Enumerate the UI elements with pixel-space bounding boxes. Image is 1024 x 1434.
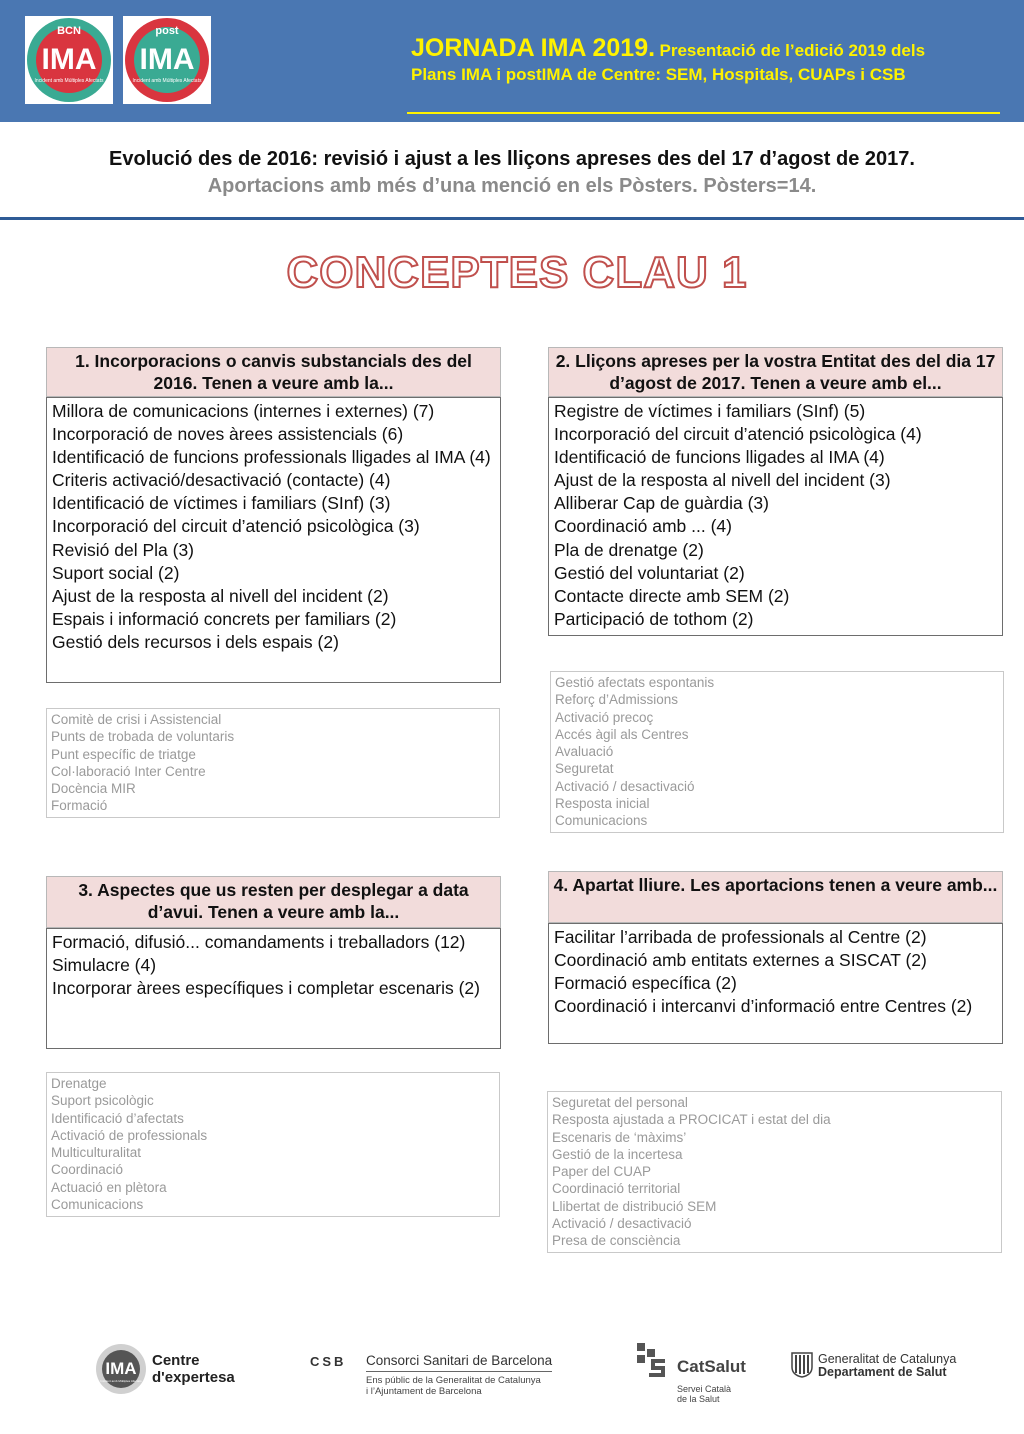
section-4-heading: 4. Apartat lliure. Les aportacions tenen a veure amb... xyxy=(548,871,1003,923)
minor-item: Activació / desactivació xyxy=(552,1216,692,1232)
catsalut-sub-2: de la Salut xyxy=(677,1394,720,1404)
bcn-ima-logo xyxy=(25,16,113,104)
minor-item: Seguretat xyxy=(555,761,614,777)
section-4-list xyxy=(548,923,1003,1044)
minor-item: Formació xyxy=(51,798,108,814)
list-item: Suport social (2) xyxy=(52,562,180,583)
section-1-minor-list xyxy=(46,708,500,818)
ima-centre-expertesa-logo xyxy=(95,1343,255,1395)
minor-item: Punts de trobada de voluntaris xyxy=(51,729,235,745)
list-item: Espais i informació concrets per familiars (2) xyxy=(52,608,397,629)
minor-item: Presa de consciència xyxy=(552,1233,681,1249)
list-item: Revisió del Pla (3) xyxy=(52,539,194,560)
minor-item: Multiculturalitat xyxy=(51,1145,142,1161)
minor-item: Coordinació territorial xyxy=(552,1181,681,1197)
bcn-ima-logo-top: BCN xyxy=(57,25,81,37)
header-title-line2: Plans IMA i postIMA de Centre: SEM, Hospitals, CUAPs i CSB xyxy=(411,65,906,84)
list-item: Gestió del voluntariat (2) xyxy=(554,562,745,583)
catsalut-logo xyxy=(637,1343,767,1405)
catsalut-name: CatSalut xyxy=(677,1357,746,1376)
list-item: Incorporar àrees específiques i completar escenaris (2) xyxy=(52,978,480,999)
section-2-heading: 2. Lliçons apreses per la vostra Entitat des del dia 17 d’agost de 2017. Tenen a veure amb el... xyxy=(548,347,1003,397)
list-item: Gestió dels recursos i dels espais (2) xyxy=(52,631,339,652)
section-1-list xyxy=(46,397,501,683)
minor-item: Punt específic de triatge xyxy=(51,746,196,762)
page-title: CONCEPTES CLAU 1 xyxy=(286,248,748,297)
intro-line-1: Evolució des de 2016: revisió i ajust a les lliçons apreses des del 17 d’agost de 2017. xyxy=(109,148,915,170)
minor-item: Comunicacions xyxy=(555,813,648,829)
post-ima-logo-top: post xyxy=(155,25,179,37)
minor-item: Accés àgil als Centres xyxy=(555,726,689,742)
minor-item: Llibertat de distribució SEM xyxy=(552,1198,717,1214)
header-title-small: Presentació de l’edició 2019 dels xyxy=(659,41,926,60)
minor-item: Coordinació xyxy=(51,1162,124,1178)
ima-footer-line2: d'expertesa xyxy=(152,1369,235,1386)
minor-item: Paper del CUAP xyxy=(552,1164,652,1180)
list-item: Formació específica (2) xyxy=(554,973,737,994)
list-item: Coordinació amb ... (4) xyxy=(554,516,732,537)
list-item: Identificació de funcions lligades al IMA (4) xyxy=(554,447,885,468)
post-ima-logo-sub: Incident amb Múltiples Afectats xyxy=(132,78,202,84)
list-item: Coordinació i intercanvi d’informació entre Centres (2) xyxy=(554,996,973,1017)
minor-item: Drenatge xyxy=(51,1076,107,1091)
minor-item: Resposta ajustada a PROCICAT i estat del dia xyxy=(552,1112,831,1128)
header-divider xyxy=(407,112,1000,114)
section-3-list xyxy=(46,928,501,1049)
generalitat-logo xyxy=(791,1352,971,1382)
list-item: Coordinació amb entitats externes a SISCAT (2) xyxy=(554,950,927,971)
csb-abbr: CSB xyxy=(310,1354,347,1369)
list-item: Simulacre (4) xyxy=(52,955,157,976)
list-item: Millora de comunicacions (internes i externes) (7) xyxy=(52,401,435,421)
minor-item: Suport psicològic xyxy=(51,1093,154,1109)
list-item: Registre de víctimes i familiars (SInf) (5) xyxy=(554,401,866,421)
header-bar xyxy=(0,0,1024,122)
list-item: Alliberar Cap de guàrdia (3) xyxy=(554,493,769,514)
minor-item: Escenaris de ‘màxims’ xyxy=(552,1129,687,1145)
list-item: Incorporació del circuit d’atenció psicològica (3) xyxy=(52,516,420,537)
section-2-minor-list xyxy=(550,671,1004,833)
section-3-minor-list xyxy=(46,1072,500,1217)
list-item: Participació de tothom (2) xyxy=(554,608,754,629)
intro-text xyxy=(0,148,1024,198)
list-item: Ajust de la resposta al nivell del incident (2) xyxy=(52,585,389,606)
list-item: Incorporació de noves àrees assistencials (6) xyxy=(52,424,404,445)
list-item: Contacte directe amb SEM (2) xyxy=(554,585,790,606)
minor-item: Comunicacions xyxy=(51,1197,144,1213)
minor-item: Reforç d’Admissions xyxy=(555,692,679,708)
generalitat-shield-icon xyxy=(791,1352,813,1378)
minor-item: Gestió de la incertesa xyxy=(552,1146,683,1162)
header-title xyxy=(411,34,1011,85)
ima-footer-logo-sub: Incident amb Múltiples Afectats xyxy=(100,1379,142,1383)
minor-item: Activació precoç xyxy=(555,709,654,725)
ima-footer-line1: Centre xyxy=(152,1352,200,1369)
list-item: Identificació de víctimes i familiars (SInf) (3) xyxy=(52,493,391,514)
list-item: Criteris activació/desactivació (contacte) (4) xyxy=(52,470,391,491)
minor-item: Activació / desactivació xyxy=(555,778,695,794)
minor-item: Actuació en plètora xyxy=(51,1179,167,1195)
csb-sub-2: i l’Ajuntament de Barcelona xyxy=(366,1386,482,1397)
list-item: Pla de drenatge (2) xyxy=(554,539,704,560)
minor-item: Resposta inicial xyxy=(555,796,650,812)
post-ima-logo xyxy=(123,16,211,104)
csb-name: Consorci Sanitari de Barcelona xyxy=(366,1353,553,1368)
minor-item: Avaluació xyxy=(555,744,614,760)
csb-divider xyxy=(366,1371,552,1372)
csb-logo xyxy=(310,1352,560,1400)
bcn-ima-logo-main: IMA xyxy=(41,43,97,76)
minor-item: Activació de professionals xyxy=(51,1127,208,1143)
section-3-heading: 3. Aspectes que us resten per desplegar a data d’avui. Tenen a veure amb la... xyxy=(46,876,501,928)
csb-sub-1: Ens públic de la Generalitat de Catalunya xyxy=(366,1375,541,1386)
section-4-minor-list xyxy=(547,1091,1002,1253)
list-item: Formació, difusió... comandaments i treballadors (12) xyxy=(52,932,466,952)
minor-item: Seguretat del personal xyxy=(552,1095,688,1110)
generalitat-line1: Generalitat de Catalunya xyxy=(818,1352,957,1366)
catsalut-sub-1: Servei Català xyxy=(677,1384,732,1394)
minor-item: Identificació d’afectats xyxy=(51,1110,184,1126)
section-2-list xyxy=(548,397,1003,636)
list-item: Ajust de la resposta al nivell del incident (3) xyxy=(554,470,891,491)
bcn-ima-logo-sub: Incident amb Múltiples Afectats xyxy=(34,78,104,84)
header-title-big: JORNADA IMA 2019. xyxy=(411,34,656,62)
catsalut-mark-icon xyxy=(637,1343,669,1379)
minor-item: Comitè de crisi i Assistencial xyxy=(51,712,222,727)
post-ima-logo-main: IMA xyxy=(139,43,195,76)
intro-divider xyxy=(0,217,1024,220)
list-item: Incorporació del circuit d’atenció psicològica (4) xyxy=(554,424,922,445)
generalitat-line2: Departament de Salut xyxy=(818,1365,947,1379)
intro-line-2: Aportacions amb més d’una menció en els Pòsters. Pòsters=14. xyxy=(207,175,817,197)
list-item: Identificació de funcions professionals lligades al IMA (4) xyxy=(52,447,491,468)
list-item: Facilitar l’arribada de professionals al Centre (2) xyxy=(554,927,927,947)
minor-item: Docència MIR xyxy=(51,781,136,797)
section-1-heading: 1. Incorporacions o canvis substancials des del 2016. Tenen a veure amb la... xyxy=(46,347,501,397)
ima-footer-logo-text: IMA xyxy=(105,1359,137,1378)
minor-item: Col·laboració Inter Centre xyxy=(51,763,206,779)
minor-item: Gestió afectats espontanis xyxy=(555,675,715,690)
